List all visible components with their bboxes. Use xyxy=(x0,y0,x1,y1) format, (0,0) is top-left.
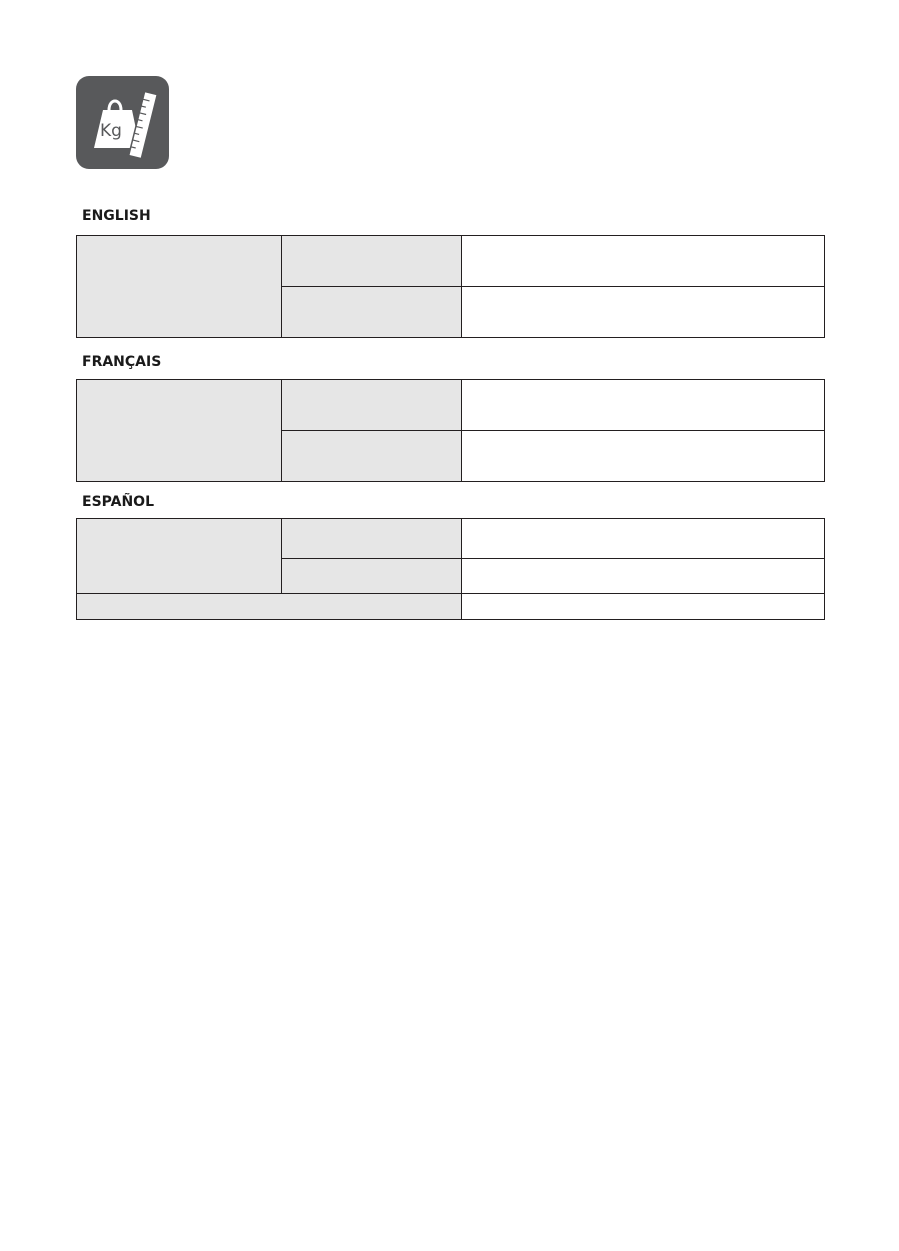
spec-table-francais xyxy=(76,379,825,482)
value-cell xyxy=(462,559,825,594)
kg-label: Kg xyxy=(100,121,122,141)
table-row xyxy=(77,594,825,620)
table-row xyxy=(77,380,825,431)
section-heading-espanol: ESPAÑOL xyxy=(82,494,154,510)
value-cell xyxy=(462,236,825,287)
group-cell xyxy=(77,519,282,594)
label-cell xyxy=(282,519,462,559)
label-cell xyxy=(282,431,462,482)
spec-table-english xyxy=(76,235,825,338)
weight-dimension-icon xyxy=(76,76,169,169)
section-heading-francais: FRANÇAIS xyxy=(82,354,162,370)
group-cell xyxy=(77,236,282,338)
table-row xyxy=(77,519,825,559)
label-cell xyxy=(282,236,462,287)
footer-label-cell xyxy=(77,594,462,620)
spec-table-espanol xyxy=(76,518,825,620)
value-cell xyxy=(462,431,825,482)
group-cell xyxy=(77,380,282,482)
footer-value-cell xyxy=(462,594,825,620)
label-cell xyxy=(282,380,462,431)
label-cell xyxy=(282,287,462,338)
value-cell xyxy=(462,519,825,559)
value-cell xyxy=(462,287,825,338)
value-cell xyxy=(462,380,825,431)
section-heading-english: ENGLISH xyxy=(82,208,151,224)
label-cell xyxy=(282,559,462,594)
table-row xyxy=(77,236,825,287)
